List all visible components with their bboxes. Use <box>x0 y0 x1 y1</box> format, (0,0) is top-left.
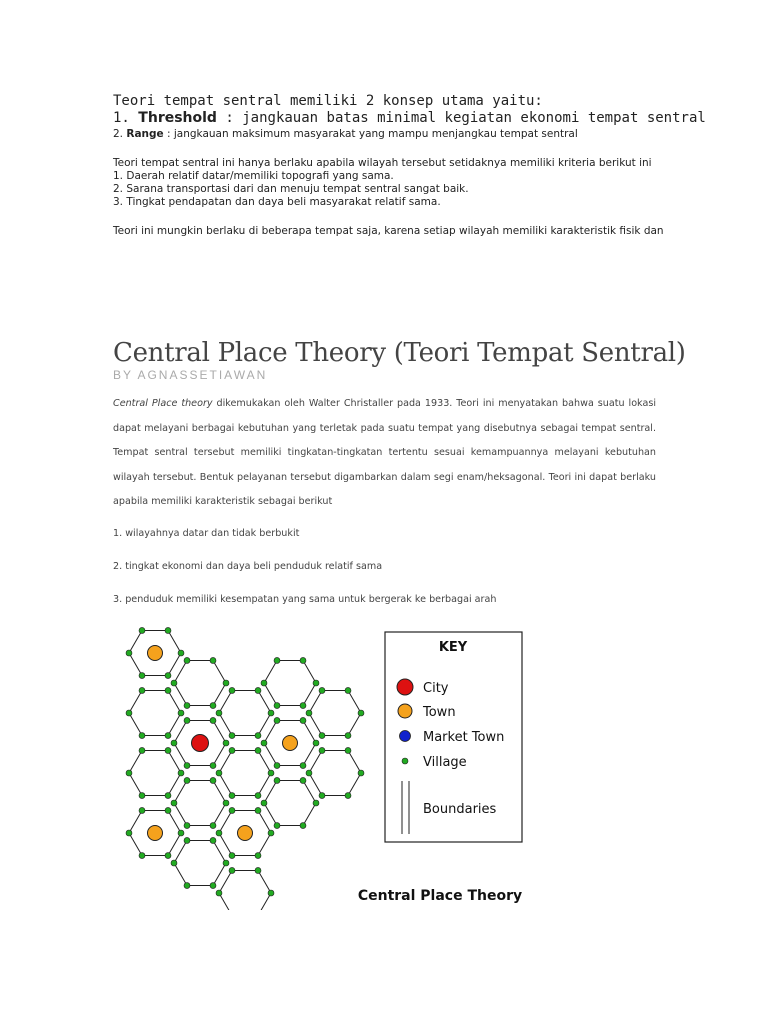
village-marker <box>306 710 312 716</box>
village-marker <box>261 800 267 806</box>
market-area-hexagon <box>219 870 271 910</box>
village-marker <box>223 800 229 806</box>
village-marker <box>319 747 325 753</box>
village-marker <box>255 687 261 693</box>
village-marker <box>229 853 235 859</box>
village-marker <box>165 627 171 633</box>
village-marker <box>139 627 145 633</box>
village-marker <box>171 740 177 746</box>
city-marker <box>192 735 209 752</box>
village-marker <box>184 883 190 889</box>
market-area-hexagon <box>174 660 226 705</box>
article-body <box>113 392 656 515</box>
village-marker <box>184 777 190 783</box>
village-marker <box>216 710 222 716</box>
village-marker <box>261 740 267 746</box>
market-area-hexagon <box>174 840 226 885</box>
village-marker <box>165 687 171 693</box>
village-marker <box>358 770 364 776</box>
key-market-marker <box>400 731 411 742</box>
intro-closing: Teori ini mungkin berlaku di beberapa tempat saja, karena setiap wilayah memiliki karakteristik fisik dan <box>113 225 664 237</box>
village-marker <box>178 710 184 716</box>
market-area-hexagon <box>264 660 316 705</box>
key-town-marker <box>398 704 412 718</box>
criteria-item: 1. Daerah relatif datar/memiliki topografi yang sama. <box>113 170 394 182</box>
village-marker <box>178 650 184 656</box>
village-marker <box>139 747 145 753</box>
key-village-label: Village <box>423 755 467 770</box>
key-boundaries-label: Boundaries <box>423 802 497 817</box>
village-marker <box>300 703 306 709</box>
market-area-hexagon <box>309 690 361 735</box>
village-marker <box>255 807 261 813</box>
village-marker <box>274 763 280 769</box>
term-range: Range <box>126 128 164 140</box>
criteria-item: 3. Tingkat pendapatan dan daya beli masyarakat relatif sama. <box>113 196 441 208</box>
village-marker <box>184 763 190 769</box>
village-marker <box>274 777 280 783</box>
market-area-hexagon <box>129 750 181 795</box>
village-marker <box>139 733 145 739</box>
village-marker <box>210 763 216 769</box>
village-marker <box>300 763 306 769</box>
key-village-marker <box>402 758 408 764</box>
village-marker <box>210 837 216 843</box>
diagram-hexagons <box>129 630 361 910</box>
body-text: dikemukakan oleh Walter Christaller pada 1933. Teori ini menyatakan bahwa suatu lokasi dapat melayani berbagai kebutuhan yang terletak pada suatu tempat yang disebutnya sebagai tempat sentral. Tempat sentral tersebut memiliki tingkatan-tingkatan tertentu sesuai kemampuannya melayani kebutuhan wilayah tersebut. Bentuk pelayanan tersebut digambarkan dalam segi enam/heksagonal. Teori ini dapat berlaku apabila memiliki karakteristik sebagai berikut <box>113 398 656 507</box>
village-marker <box>171 860 177 866</box>
village-marker <box>268 770 274 776</box>
village-marker <box>126 770 132 776</box>
village-marker <box>255 867 261 873</box>
list-item: 1. wilayahnya datar dan tidak berbukit <box>113 528 300 539</box>
village-marker <box>345 747 351 753</box>
key-title: KEY <box>438 640 468 655</box>
village-marker <box>126 650 132 656</box>
intro-heading: Teori tempat sentral memiliki 2 konsep utama yaitu: <box>113 93 543 109</box>
village-marker <box>255 853 261 859</box>
village-marker <box>223 680 229 686</box>
market-area-hexagon <box>219 690 271 735</box>
village-marker <box>139 793 145 799</box>
village-marker <box>255 733 261 739</box>
market-area-hexagon <box>309 750 361 795</box>
market-area-hexagon <box>129 690 181 735</box>
village-marker <box>216 890 222 896</box>
village-marker <box>139 853 145 859</box>
key-town-label: Town <box>423 705 456 720</box>
item-number: 1. <box>113 110 130 126</box>
village-marker <box>319 793 325 799</box>
village-marker <box>274 703 280 709</box>
diagram-key <box>385 632 522 842</box>
village-marker <box>210 703 216 709</box>
village-marker <box>210 657 216 663</box>
village-marker <box>313 800 319 806</box>
village-marker <box>345 687 351 693</box>
definition-range: : jangkauan maksimum masyarakat yang mampu menjangkau tempat sentral <box>163 128 578 140</box>
village-marker <box>255 793 261 799</box>
central-place-diagram <box>112 610 542 910</box>
village-marker <box>229 733 235 739</box>
village-marker <box>210 717 216 723</box>
village-marker <box>126 830 132 836</box>
village-marker <box>184 657 190 663</box>
village-marker <box>345 793 351 799</box>
village-marker <box>139 673 145 679</box>
intro-item-range <box>113 128 578 140</box>
market-area-hexagon <box>219 750 271 795</box>
village-marker <box>345 733 351 739</box>
village-marker <box>229 687 235 693</box>
village-marker <box>165 673 171 679</box>
village-marker <box>358 710 364 716</box>
village-marker <box>268 830 274 836</box>
village-marker <box>319 733 325 739</box>
town-marker <box>238 826 253 841</box>
article-byline: BY AGNASSETIAWAN <box>113 368 268 382</box>
village-marker <box>306 770 312 776</box>
criteria-item: 2. Sarana transportasi dari dan menuju tempat sentral sangat baik. <box>113 183 469 195</box>
market-area-hexagon <box>264 780 316 825</box>
village-marker <box>184 717 190 723</box>
village-marker <box>274 823 280 829</box>
key-city-label: City <box>423 681 449 696</box>
list-item: 3. penduduk memiliki kesempatan yang sama untuk bergerak ke berbagai arah <box>113 594 497 605</box>
criteria-intro: Teori tempat sentral ini hanya berlaku apabila wilayah tersebut setidaknya memiliki kriteria berikut ini <box>113 157 652 169</box>
key-market-label: Market Town <box>423 730 505 745</box>
village-marker <box>210 883 216 889</box>
village-marker <box>223 860 229 866</box>
village-marker <box>300 717 306 723</box>
village-marker <box>165 807 171 813</box>
town-marker <box>283 736 298 751</box>
diagram-caption: Central Place Theory <box>357 888 523 904</box>
village-marker <box>268 710 274 716</box>
village-marker <box>300 657 306 663</box>
village-marker <box>216 830 222 836</box>
town-marker <box>148 646 163 661</box>
village-marker <box>165 793 171 799</box>
village-marker <box>165 853 171 859</box>
village-marker <box>184 703 190 709</box>
village-marker <box>171 800 177 806</box>
village-marker <box>178 830 184 836</box>
village-marker <box>139 807 145 813</box>
key-city-marker <box>397 679 413 695</box>
definition-threshold: : jangkauan batas minimal kegiatan ekonomi tempat sentral <box>216 110 706 126</box>
village-marker <box>184 837 190 843</box>
village-marker <box>229 867 235 873</box>
intro-item-threshold <box>113 110 706 126</box>
village-marker <box>274 717 280 723</box>
village-marker <box>223 740 229 746</box>
village-marker <box>300 823 306 829</box>
village-marker <box>274 657 280 663</box>
village-marker <box>313 740 319 746</box>
village-marker <box>255 747 261 753</box>
body-term: Central Place theory <box>113 398 213 409</box>
village-marker <box>165 733 171 739</box>
village-marker <box>139 687 145 693</box>
diagram-nodes <box>126 627 364 910</box>
village-marker <box>313 680 319 686</box>
term-threshold: Threshold <box>138 110 217 126</box>
village-marker <box>210 777 216 783</box>
village-marker <box>171 680 177 686</box>
item-number: 2. <box>113 128 124 140</box>
village-marker <box>229 747 235 753</box>
market-area-hexagon <box>174 780 226 825</box>
village-marker <box>300 777 306 783</box>
town-marker <box>148 826 163 841</box>
village-marker <box>261 680 267 686</box>
village-marker <box>229 793 235 799</box>
village-marker <box>319 687 325 693</box>
village-marker <box>210 823 216 829</box>
village-marker <box>178 770 184 776</box>
article-title: Central Place Theory (Teori Tempat Sentral) <box>113 338 686 368</box>
village-marker <box>126 710 132 716</box>
village-marker <box>184 823 190 829</box>
village-marker <box>216 770 222 776</box>
list-item: 2. tingkat ekonomi dan daya beli penduduk relatif sama <box>113 561 383 572</box>
village-marker <box>165 747 171 753</box>
village-marker <box>268 890 274 896</box>
village-marker <box>229 807 235 813</box>
